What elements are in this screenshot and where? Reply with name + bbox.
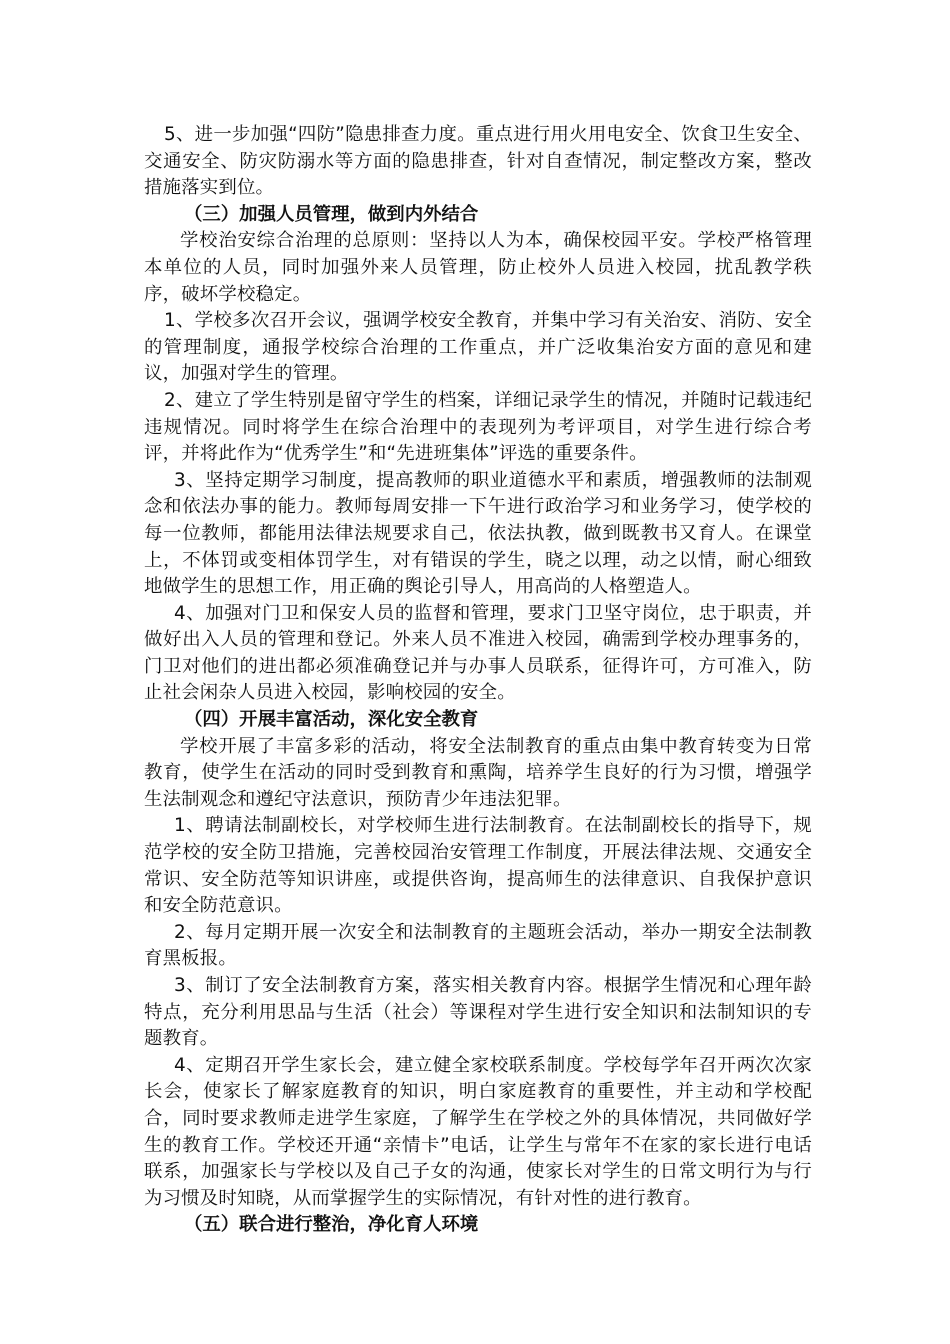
paragraph: 4、定期召开学生家长会，建立健全家校联系制度。学校每学年召开两次次家长会，使家长了解家庭教育的知识，明白家庭教育的重要性，并主动和学校配合，同时要求教师走进学生家庭，了解学生在学校之外的具体情况，共同做好学生的教育工作。学校还开通“亲情卡”电话，让学生与常年不在家的家长进行电话联系，加强家长与学校以及自己子女的沟通，使家长对学生的日常文明行为与行为习惯及时知晓，从而掌握学生的实际情况，有针对性的进行教育。 [144, 1054, 812, 1209]
paragraph: 1、学校多次召开会议，强调学校安全教育，并集中学习有关治安、消防、安全的管理制度，通报学校综合治理的工作重点，并广泛收集治安方面的意见和建议，加强对学生的管理。 [144, 310, 812, 385]
section-heading: （四）开展丰富活动，深化安全教育 [184, 709, 479, 731]
paragraph: 2、建立了学生特别是留守学生的档案，详细记录学生的情况，并随时记载违纪违规情况。同时将学生在综合治理中的表现列为考评项目，对学生进行综合考评，并将此作为“优秀学生”和“先进班集体”评选的重要条件。 [144, 389, 812, 465]
paragraph: 学校治安综合治理的总原则：坚持以人为本，确保校园平安。学校严格管理本单位的人员，同时加强外来人员管理，防止校外人员进入校园，扰乱教学秩序，破坏学校稳定。 [144, 230, 812, 305]
paragraph: 4、加强对门卫和保安人员的监督和管理，要求门卫坚守岗位，忠于职责，并做好出入人员的管理和登记。外来人员不准进入校园，确需到学校办理事务的，门卫对他们的进出都必须准确登记并与办事人员联系，征得许可，方可准入，防止社会闲杂人员进入校园，影响校园的安全。 [144, 602, 812, 704]
paragraph: 5、进一步加强“四防”隐患排查力度。重点进行用火用电安全、饮食卫生安全、交通安全、防灾防溺水等方面的隐患排查，针对自查情况，制定整改方案，整改措施落实到位。 [144, 124, 812, 199]
section-heading: （五）联合进行整治，净化育人环境 [184, 1214, 479, 1236]
paragraph: 3、坚持定期学习制度，提高教师的职业道德水平和素质，增强教师的法制观念和依法办事的能力。教师每周安排一下午进行政治学习和业务学习，使学校的每一位教师，都能用法律法规要求自己，依法执教，做到既教书又育人。在课堂上，不体罚或变相体罚学生，对有错误的学生，晓之以理，动之以情，耐心细致地做学生的思想工作，用正确的舆论引导人，用高尚的人格塑造人。 [144, 469, 812, 598]
paragraph: 2、每月定期开展一次安全和法制教育的主题班会活动，举办一期安全法制教育黑板报。 [144, 921, 812, 970]
paragraph: 1、聘请法制副校长，对学校师生进行法制教育。在法制副校长的指导下，规范学校的安全防卫措施，完善校园治安管理工作制度，开展法律法规、交通安全常识、安全防范等知识讲座，或提供咨询，提高师生的法律意识、自我保护意识和安全防范意识。 [144, 815, 812, 917]
section-heading: （三）加强人员管理，做到内外结合 [184, 203, 479, 225]
document-body [144, 122, 812, 1239]
paragraph: 学校开展了丰富多彩的活动，将安全法制教育的重点由集中教育转变为日常教育，使学生在活动的同时受到教育和熏陶，培养学生良好的行为习惯，增强学生法制观念和遵纪守法意识，预防青少年违法犯罪。 [144, 735, 812, 810]
paragraph: 3、制订了安全法制教育方案，落实相关教育内容。根据学生情况和心理年龄特点，充分利用思品与生活（社会）等课程对学生进行安全知识和法制知识的专题教育。 [144, 975, 812, 1050]
